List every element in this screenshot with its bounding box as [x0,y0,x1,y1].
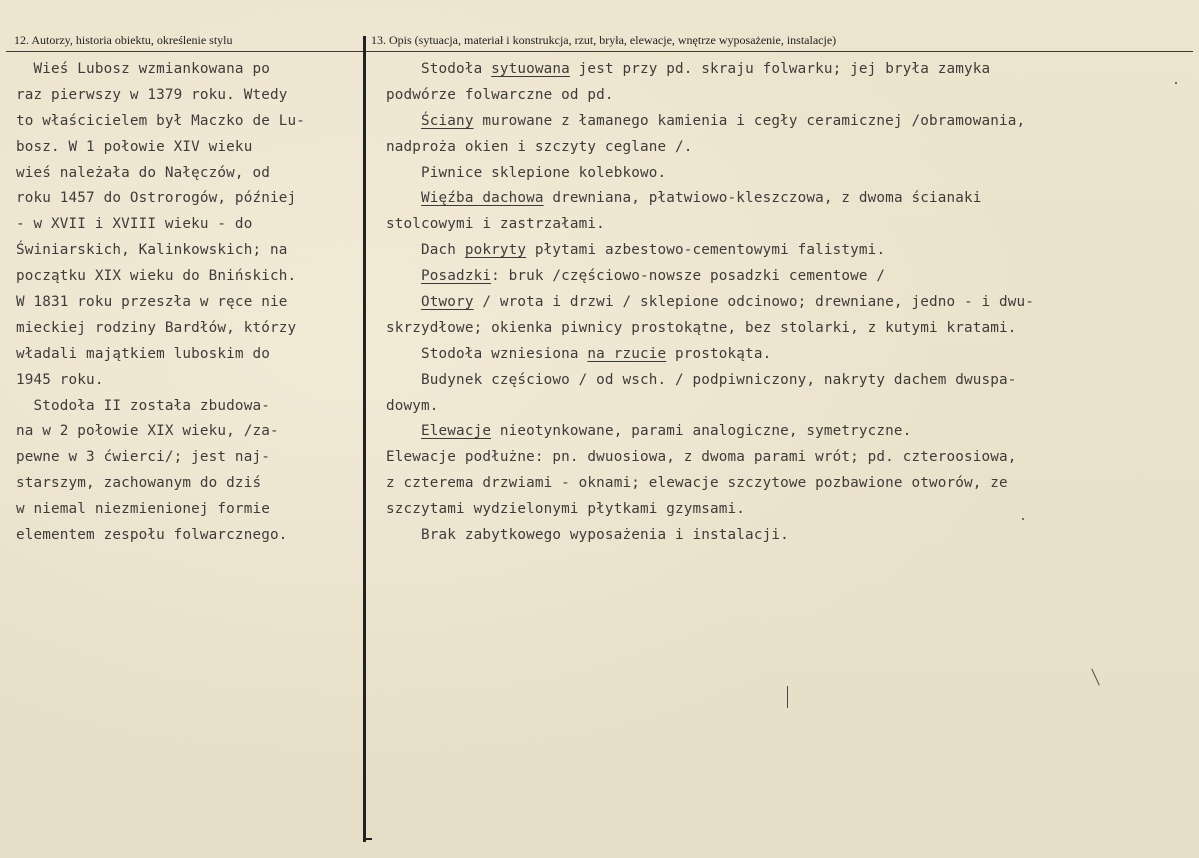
pencil-mark [787,686,788,708]
line-text: Elewacje podłużne: pn. dwuosiowa, z dwoma parami wrót; pd. czteroosiowa, [386,449,1017,466]
line-text: Stodoła wzniesiona [386,345,588,362]
description-line [386,186,1034,212]
description-line [386,161,1034,187]
description-line [386,109,1034,135]
description-line [386,445,1034,471]
underlined-term: na rzucie [587,345,667,362]
line-text: Brak zabytkowego wyposażenia i instalacji. [386,527,789,544]
line-text: Piwnice sklepione kolebkowo. [386,164,667,181]
underlined-term: Ściany [421,112,474,129]
line-text [386,113,421,129]
underlined-term: pokryty [464,242,527,259]
line-text: prostokąta. [666,345,772,362]
history-line: to właścicielem był Maczko de Lu- [16,112,305,129]
history-line: Stodoła II została zbudowa- [16,397,270,414]
line-text: : bruk /częściowo-nowsze posadzki cementowe / [491,268,886,285]
underlined-term: Otwory [421,294,474,311]
description-line [386,316,1034,342]
line-text: podwórze folwarczne od pd. [386,86,614,103]
description-line [386,368,1034,394]
line-text: skrzydłowe; okienka piwnicy prostokątne, bez stolarki, z kutymi kratami. [386,319,1017,336]
underlined-term: Posadzki [421,268,492,285]
line-text [386,268,421,284]
history-line: władali majątkiem luboskim do [16,345,270,362]
description-line [386,290,1034,316]
description-line [386,83,1034,109]
description-line [386,419,1034,445]
history-line: w niemal niezmienionej formie [16,501,270,518]
description-text [386,57,1034,549]
description-line [386,497,1034,523]
line-text: z czterema drzwiami - oknami; elewacje szczytowe pozbawione otworów, ze [386,475,1008,492]
description-line [386,264,1034,290]
line-text: szczytami wydzielonymi płytkami gzymsami. [386,501,746,518]
history-line: na w 2 połowie XIX wieku, /za- [16,423,279,440]
description-line [386,135,1034,161]
line-text: dowym. [386,397,439,414]
speck-mark [1175,82,1177,84]
description-line [386,471,1034,497]
line-text: nadproża okien i szczyty ceglane /. [386,138,693,155]
description-line [386,212,1034,238]
column-divider-foot [366,838,372,840]
history-line: 1945 roku. [16,371,104,388]
history-line: roku 1457 do Ostrorogów, później [16,190,297,207]
line-text: Dach [386,242,465,259]
history-line: Wieś Lubosz wzmiankowana po [16,61,270,77]
line-text [386,423,421,439]
speck-mark [1022,518,1024,520]
description-line [386,238,1034,264]
line-text: murowane z łamanego kamienia i cegły ceramicznej /obramowania, [473,112,1026,129]
history-line: W 1831 roku przeszła w ręce nie [16,294,288,311]
line-text: płytami azbestowo-cementowymi falistymi. [526,242,886,259]
line-text: / wrota i drzwi / sklepione odcinowo; drewniane, jedno - i dwu- [473,294,1035,311]
history-line: - w XVII i XVIII wieku - do [16,216,253,233]
description-line [386,394,1034,420]
underlined-term: Więźba dachowa [421,190,544,207]
line-text: stolcowymi i zastrzałami. [386,216,605,233]
underlined-term: sytuowana [491,61,570,77]
history-line: elementem zespołu folwarcznego. [16,527,288,544]
pencil-mark [1091,669,1100,686]
history-line: Świniarskich, Kalinkowskich; na [16,242,288,259]
line-text [386,294,421,310]
line-text: jest przy pd. skraju folwarku; jej bryła zamyka [569,61,991,77]
description-line [386,342,1034,368]
column-divider [363,36,366,842]
history-line: bosz. W 1 połowie XIV wieku [16,138,253,155]
underlined-term: Elewacje [421,423,492,440]
line-text: drewniana, płatwiowo-kleszczowa, z dwoma ścianaki [543,190,982,207]
section-12-header: 12. Autorzy, historia obiektu, określenie stylu [14,33,233,47]
history-line: wieś należała do Nałęczów, od [16,164,270,181]
history-line: początku XIX wieku do Bnińskich. [16,268,297,285]
line-text: Stodoła [386,61,492,77]
history-line: raz pierwszy w 1379 roku. Wtedy [16,86,288,103]
description-line [386,57,1034,83]
line-text: nieotynkowane, parami analogiczne, symetryczne. [491,423,912,440]
section-13-header: 13. Opis (sytuacja, materiał i konstrukcja, rzut, bryła, elewacje, wnętrze wyposażenie, instalacje) [371,33,837,47]
history-line: starszym, zachowanym do dziś [16,475,262,492]
history-line: pewne w 3 ćwierci/; jest naj- [16,449,270,466]
history-line: mieckiej rodziny Bardłów, którzy [16,319,297,336]
header-rule [6,51,1193,52]
history-text [16,57,305,549]
description-line [386,523,1034,549]
line-text [386,190,421,206]
line-text: Budynek częściowo / od wsch. / podpiwniczony, nakryty dachem dwuspa- [386,371,1017,388]
